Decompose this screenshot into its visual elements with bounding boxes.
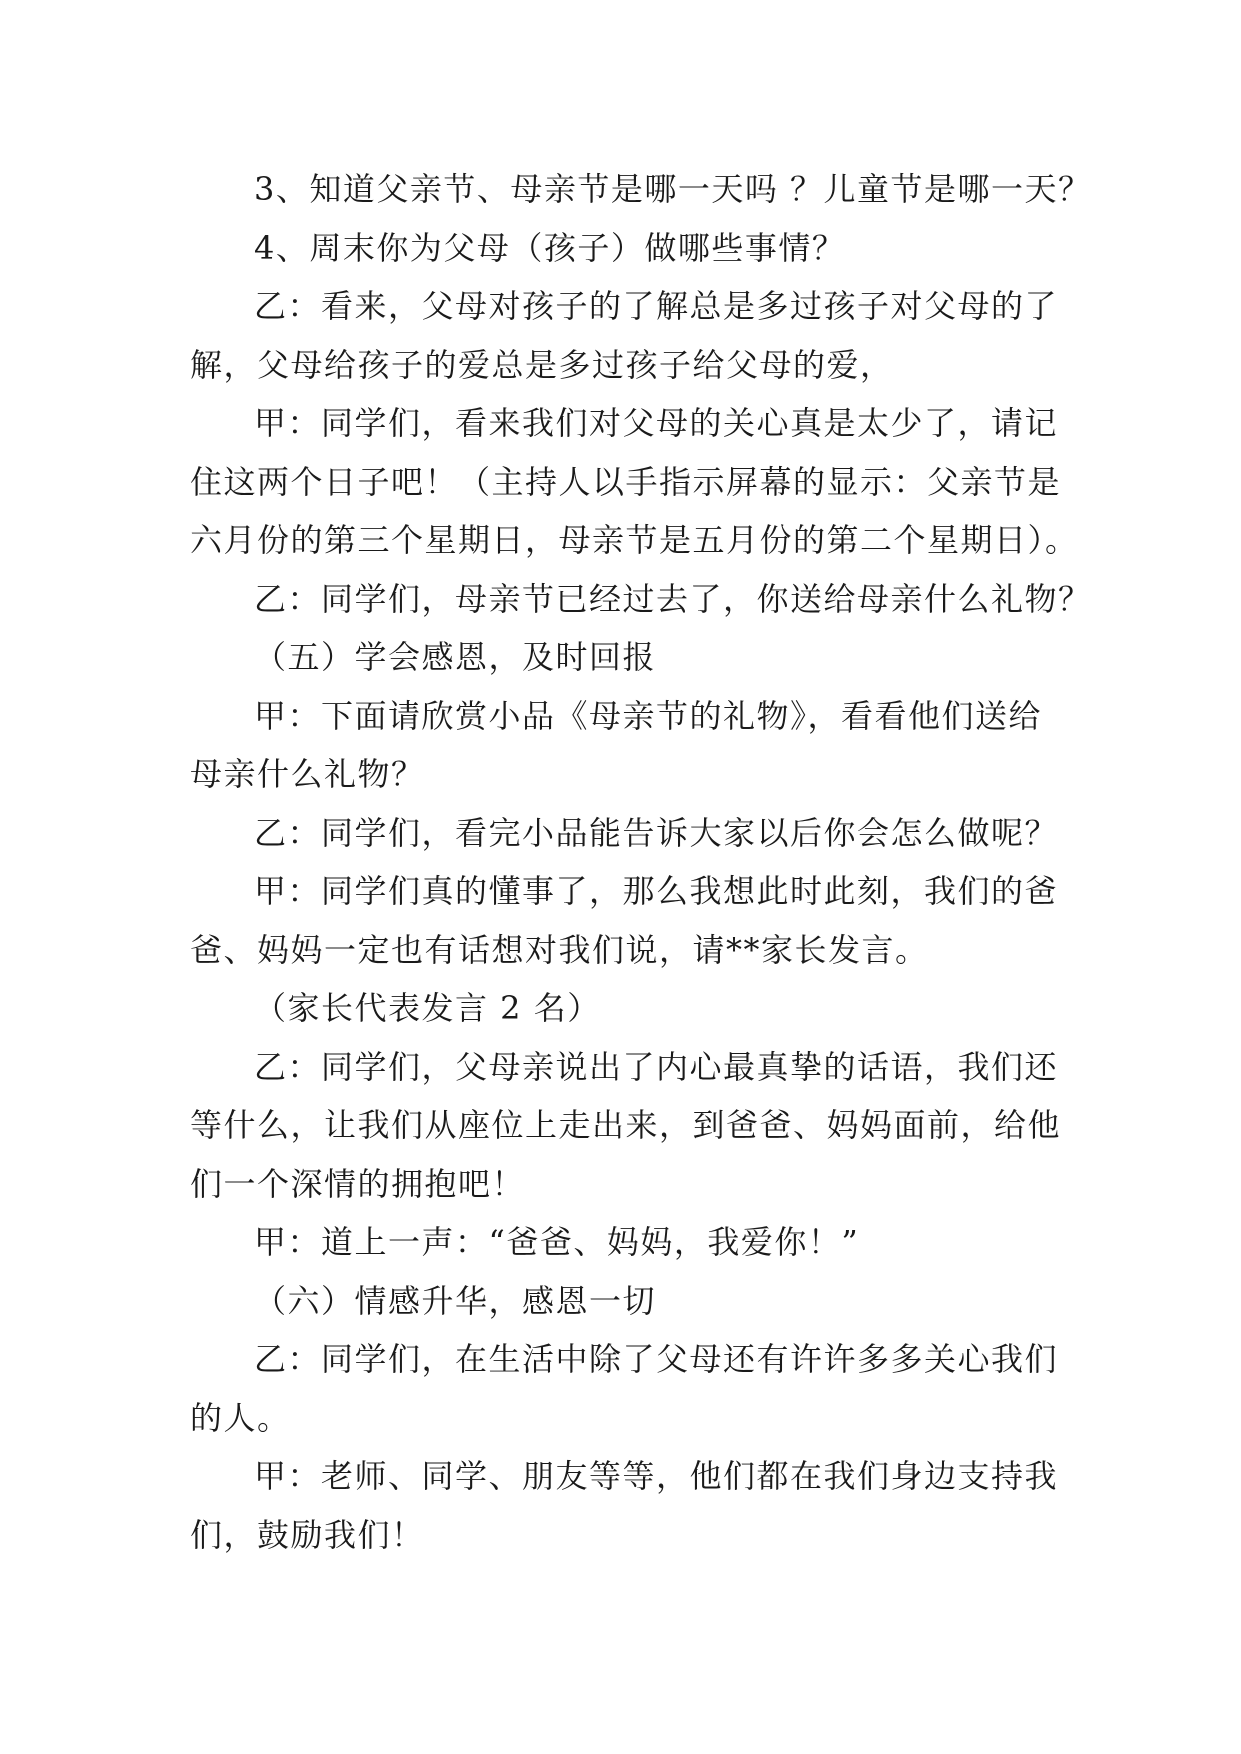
text-line: 乙：同学们，看完小品能告诉大家以后你会怎么做呢？ (254, 813, 1059, 852)
text-line: 甲：同学们真的懂事了，那么我想此时此刻，我们的爸 (254, 872, 1059, 910)
text-line: 3、知道父亲节、母亲节是哪一天吗 ？儿童节是哪一天？ (254, 170, 1092, 208)
text-line: 甲：同学们，看来我们对父母的关心真是太少了，请记 (254, 404, 1059, 442)
text-line: 乙：同学们，父母亲说出了内心最真挚的话语，我们还 (254, 1047, 1059, 1086)
text-line: 爸、妈妈一定也有话想对我们说，请**家长发言。 (190, 930, 929, 969)
text-line: 甲：下面请欣赏小品《母亲节的礼物》，看看他们送给 (254, 696, 1043, 735)
text-line: 等什么，让我们从座位上走出来，到爸爸、妈妈面前，给他 (190, 1106, 1062, 1144)
text-line: 解，父母给孩子的爱总是多过孩子给父母的爱， (190, 345, 894, 384)
text-line: 甲：老师、同学、朋友等等，他们都在我们身边支持我 (254, 1457, 1059, 1495)
text-line: 们，鼓励我们！ (190, 1515, 425, 1554)
text-line: 母亲什么礼物？ (190, 755, 425, 793)
text-line: 乙：同学们，母亲节已经过去了，你送给母亲什么礼物？ (254, 579, 1092, 618)
text-line: （家长代表发言 2 名） (254, 989, 601, 1027)
text-line: 乙：看来，父母对孩子的了解总是多过孩子对父母的了 (254, 287, 1059, 325)
text-line: 甲：道上一声：“爸爸、妈妈，我爱你！” (254, 1223, 860, 1261)
section-heading: （五）学会感恩，及时回报 (254, 638, 657, 676)
text-line: 4、周末你为父母（孩子）做哪些事情？ (254, 228, 846, 267)
text-line: 六月份的第三个星期日，母亲节是五月份的第二个星期日）。 (190, 521, 1079, 559)
section-heading: （六）情感升华，感恩一切 (254, 1281, 657, 1320)
text-line: 们一个深情的拥抱吧！ (190, 1164, 526, 1203)
text-line: 乙：同学们，在生活中除了父母还有许许多多关心我们 (254, 1340, 1059, 1378)
text-line: 的人。 (190, 1398, 291, 1437)
text-line: 住这两个日子吧！（主持人以手指示屏幕的显示：父亲节是 (190, 462, 1062, 501)
document-body (190, 160, 1092, 1564)
